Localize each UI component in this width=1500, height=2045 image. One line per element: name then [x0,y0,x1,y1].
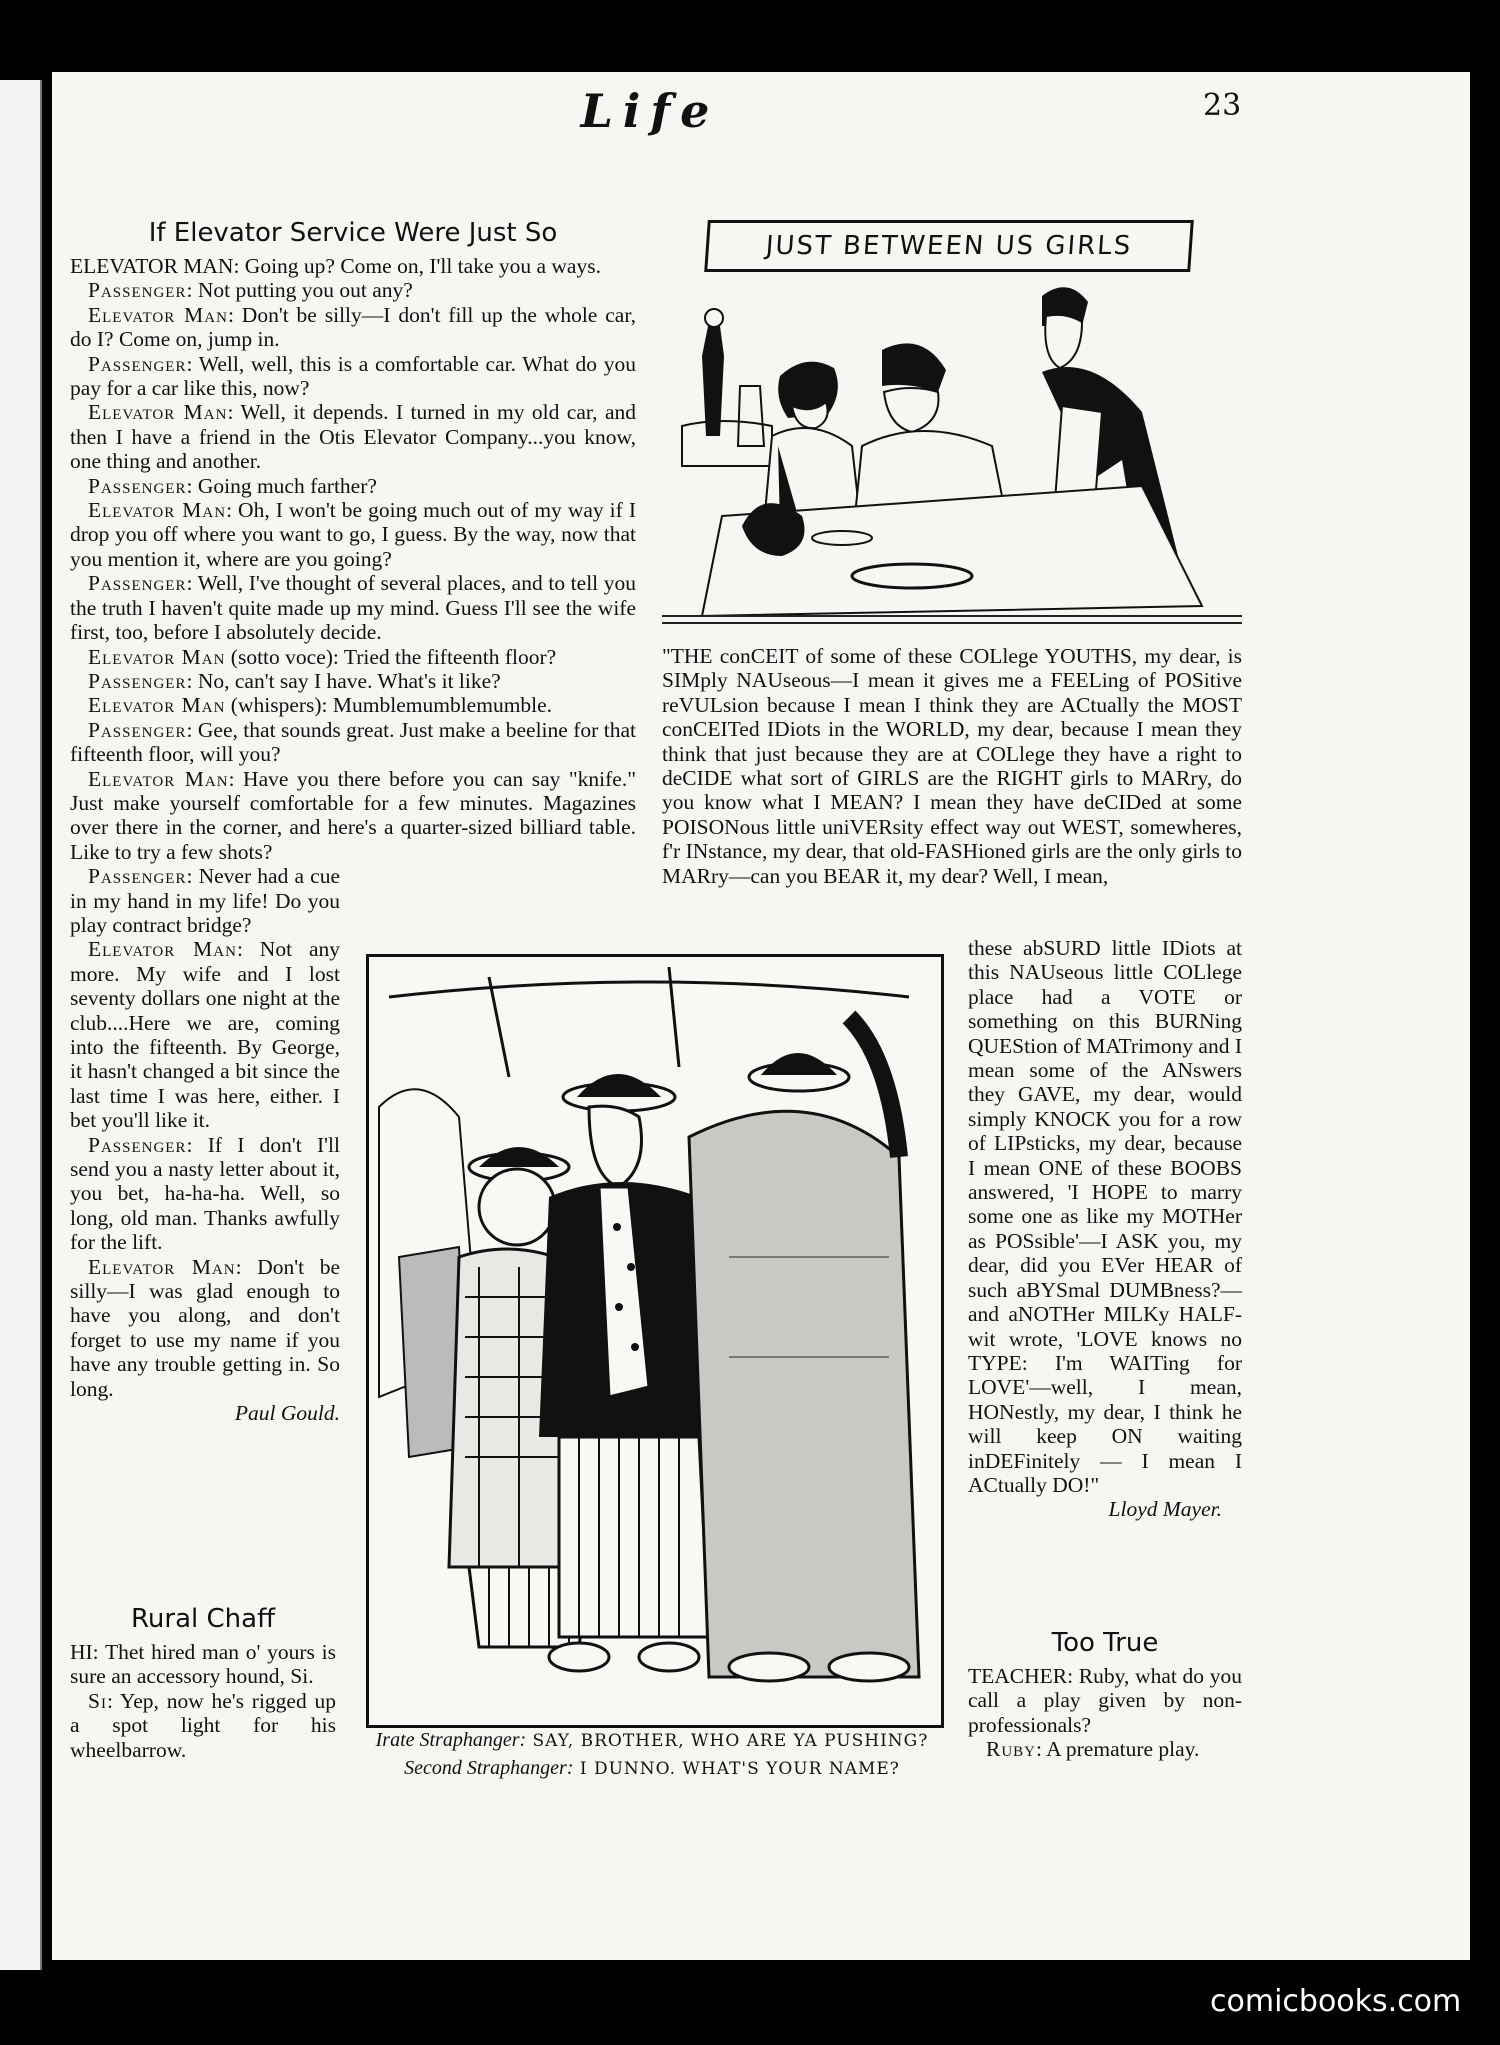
dialogue-speaker: Elevator Man [88,766,229,791]
girls-body-narrow: these abSURD little IDiots at this NAUseous little COLlege place had a VOTE or something on this BURNing QUEStion of MATrimony and I mean some of the ANswers they GAVE, my dear, would simply KNOCK you for a row of LIPsticks, my dear, because I mean ONE of these BOOBS answered, 'I HOPE to marry some one as like my MOTHer as POSsible'—I ASK you, my dear, did you EVer HEAR of such aBYSmal DUMBness?—and aNOTHer MILKy HALF-wit wrote, 'LOVE knows no TYPE: I'm WAITing for LOVE'—well, I mean, HONestly, my dear, I think he will keep ON waiting inDEFinitely — I mean I ACtually DO!" [968,936,1242,1497]
dialogue-speaker: Elevator Man [88,693,226,718]
caption-line-2: I DUNNO. WHAT'S YOUR NAME? [579,1759,900,1779]
restaurant-cartoon [662,276,1242,620]
dialogue-speaker: Elevator Man [88,1254,236,1279]
dialogue-speaker: Passenger [88,351,187,376]
previous-page-edge [0,80,42,1970]
page-number: 23 [1203,88,1242,123]
subway-cartoon [366,954,944,1728]
watermark: comicbooks.com [1210,1984,1462,2019]
too-true-line-2: : A premature play. [1036,1737,1200,1762]
dialogue-text: : Don't be silly—I was glad enough to have you along, and don't forget to use my name if you have any trouble getting in. So long. [70,1254,341,1401]
dialogue-text: (sotto voce): Tried the fifteenth floor? [225,644,557,669]
dialogue-speaker: Elevator Man [88,498,227,523]
dialogue-speaker: Passenger [88,668,187,693]
dialogue-line [70,400,636,473]
dialogue-line [70,474,636,498]
elevator-text-narrow [70,864,340,1401]
dialogue-text: : Not any more. My wife and I lost seventy dollars one night at the club....Here we are, coming into the fifteenth. By George, it hasn't changed a bit since the last time I was here, either. I bet you'll like it. [70,937,340,1133]
caption-line-1: SAY, BROTHER, WHO ARE YA PUSHING? [532,1731,929,1751]
dialogue-line [70,1255,340,1401]
dialogue-speaker: Elevator Man [88,302,228,327]
rural-speaker-2: Si [88,1688,107,1713]
dialogue-text: : Have you there before you can say "knife." Just make yourself comfortable for a few minutes. Magazines over there in the corner, and here's a quarter-sized billiard table. Like to try a few shots? [70,766,636,864]
dialogue-speaker: Passenger [88,278,187,303]
section-rule [662,622,1242,624]
dialogue-speaker: Passenger [88,473,187,498]
dialogue-speaker: Elevator Man [88,937,237,962]
rural-title: Rural Chaff [131,1604,275,1634]
dialogue-line [70,669,636,693]
dialogue-line [70,278,636,302]
masthead: Life [580,84,720,138]
girls-author: Lloyd Mayer. [1108,1497,1222,1522]
dialogue-text: : No, can't say I have. What's it like? [186,668,501,693]
subway-caption [366,1726,938,1782]
dialogue-line [70,571,636,644]
too-true-line-1: TEACHER: Ruby, what do you call a play given by non-professionals? [968,1664,1242,1737]
dialogue-text: : Never had a cue in my hand in my life! Do you play contract bridge? [70,864,340,937]
dialogue-line [70,498,636,571]
elevator-title: If Elevator Service Were Just So [148,218,558,248]
dialogue-speaker: Passenger [88,571,187,596]
dialogue-line [70,864,340,937]
dialogue-line [70,254,636,278]
caption-speaker-2: Second Straphanger: [404,1757,574,1779]
dialogue-text: : Gee, that sounds great. Just make a beeline for that fifteenth floor, will you? [70,717,636,767]
too-true-title: Too True [1051,1628,1159,1658]
dialogue-line [70,303,636,352]
dialogue-speaker: Passenger [88,1132,187,1157]
rural-chaff [70,1604,336,1762]
girls-text-wide [662,644,1242,888]
rural-line-2: : Yep, now he's rigged up a spot light for his wheelbarrow. [70,1688,336,1762]
dialogue-text: (whispers): Mumblemumblemumble. [225,693,553,718]
dialogue-line [70,352,636,401]
girls-text-narrow-block [968,936,1242,1522]
dialogue-text: : Don't be silly—I don't fill up the whole car, do I? Come on, jump in. [70,302,636,352]
dialogue-text: : Not putting you out any? [186,278,413,303]
dialogue-text: : Well, it depends. I turned in my old car, and then I have a friend in the Otis Elevator Company...you know, one thing and another. [70,400,636,474]
girls-body-wide: "THE conCEIT of some of these COLlege YOUTHS, my dear, is SIMply NAUseous—I mean it gives me a FEELing of POSitive reVULsion because I mean I think they are ACtually the MOST conCEITed IDiots in the WORLD, my dear, because I mean they think that just because they are at COLlege they have a right to deCIDE what sort of GIRLS are the RIGHT girls to MARry, do you know what I MEAN? I mean they have deCIDed at some POISONous little uniVERsity effect way out WEST, somewheres, f'r INstance, my dear, that old-FASHioned girls are the only girls to MARry—can you BEAR it, my dear? Well, I mean, [662,644,1242,888]
dialogue-text: : Well, well, this is a comfortable car. What do you pay for a car like this, now? [70,351,636,401]
dialogue-line [70,937,340,1132]
too-true [968,1628,1242,1762]
dialogue-text: : If I don't I'll send you a nasty letter about it, you bet, ha-ha-ha. Well, so long, old man. Thanks awfully for the lift. [70,1132,340,1255]
subway-cartoon-drawing [369,957,935,1719]
rural-line-1: HI: Thet hired man o' yours is sure an accessory hound, Si. [70,1640,336,1689]
dialogue-line [70,645,636,669]
caption-speaker-1: Irate Straphanger: [375,1729,527,1751]
dialogue-text: : Oh, I won't be going much out of my way if I drop you off where you want to go, I guess. By the way, now that you mention it, where are you going? [70,498,636,571]
dialogue-speaker: Passenger [88,864,187,889]
dialogue-speaker: Passenger [88,717,187,742]
dialogue-text: : Going much farther? [186,473,377,498]
elevator-text-wide [70,254,636,864]
too-true-speaker-2: Ruby [986,1737,1037,1762]
elevator-author: Paul Gould. [234,1401,340,1426]
girls-title: JUST BETWEEN US GIRLS [704,220,1194,272]
dialogue-text: ELEVATOR MAN: Going up? Come on, I'll take you a ways. [70,254,601,278]
dialogue-line [70,767,636,865]
dialogue-line [70,693,636,717]
dialogue-text: : Well, I've thought of several places, and to tell you the truth I haven't quite made up my mind. Guess I'll see the wife first, too, before I absolutely decide. [70,571,636,645]
dialogue-speaker: Elevator Man [88,400,228,425]
dialogue-speaker: Elevator Man [88,644,226,669]
dialogue-line [70,718,636,767]
dialogue-line [70,1133,340,1255]
